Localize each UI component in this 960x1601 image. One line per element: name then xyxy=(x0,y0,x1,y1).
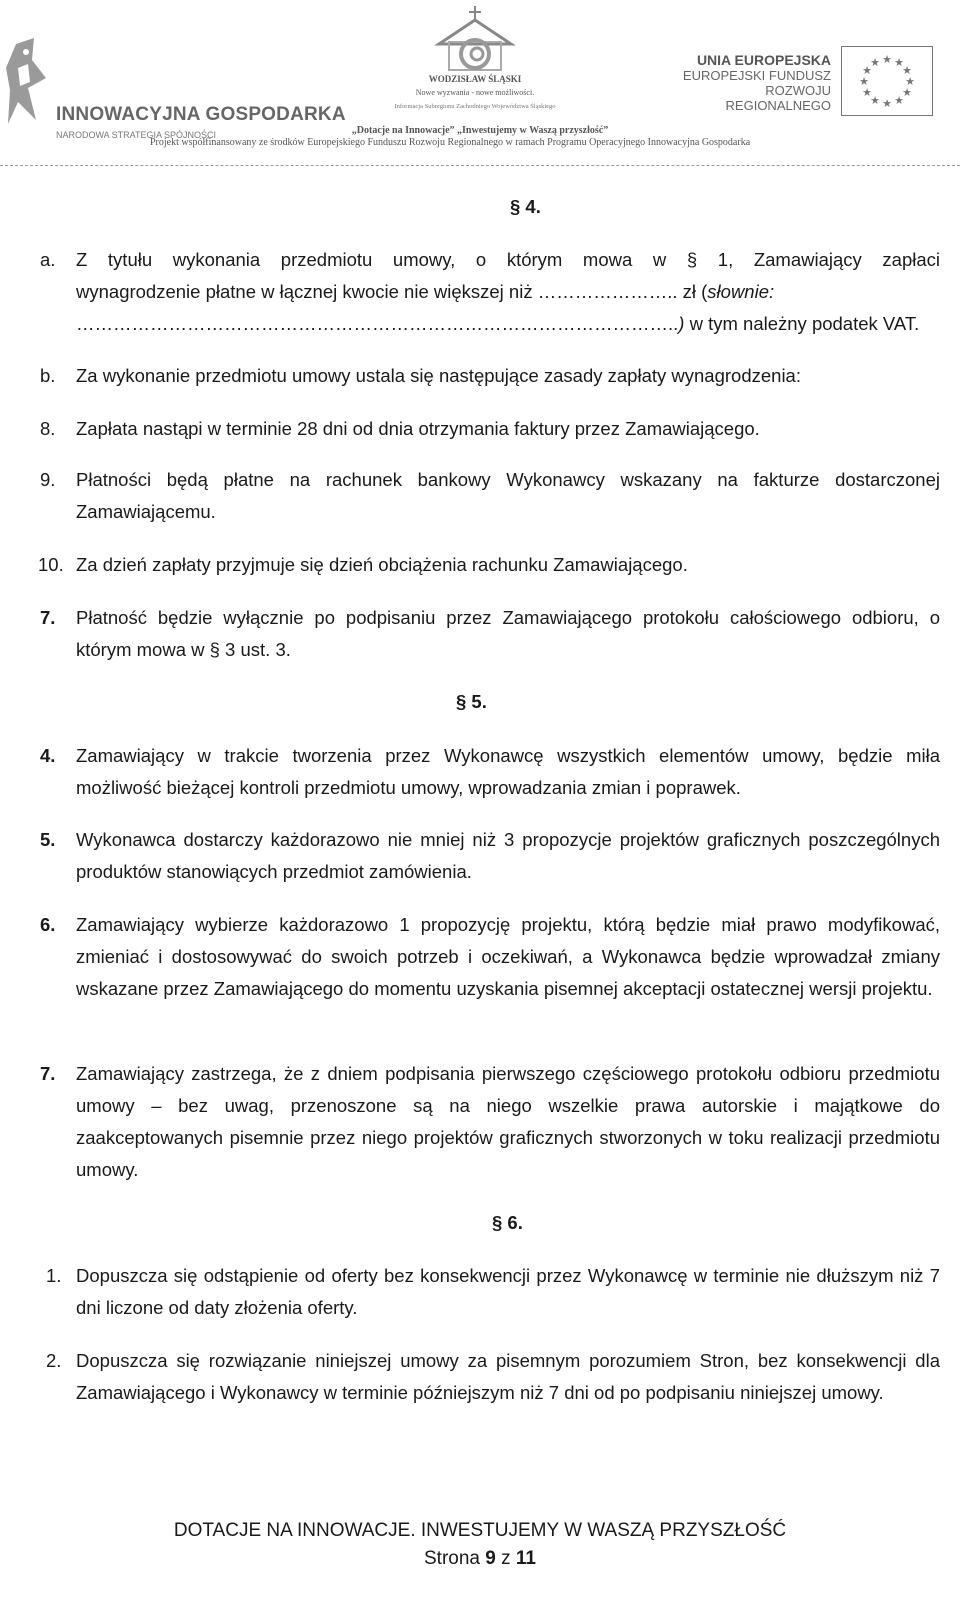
item-a-number: a. xyxy=(40,249,56,270)
ig-emblem-icon xyxy=(6,38,50,128)
svg-text:★: ★ xyxy=(902,64,912,77)
s6-item-2-number: 2. xyxy=(46,1350,62,1371)
eu-text-block xyxy=(676,52,831,113)
svg-text:★: ★ xyxy=(905,75,915,88)
item-a-line-2 xyxy=(76,280,940,304)
s5-item-4-text: Zamawiający w trakcie tworzenia przez Wykonawcę wszystkich elementów umowy, będzie miła możliwość bieżącej kontroli przedmiotu umowy, wprowadzania zmian i poprawek. xyxy=(76,745,940,798)
s6-item-1-text: Dopuszcza się odstąpienie od oferty bez konsekwencji przez Wykonawcę w terminie nie dłuższym niż 7 dni liczone od daty złożenia oferty. xyxy=(76,1265,940,1318)
s5-item-7-text: Zamawiający zastrzega, że z dniem podpisania pierwszego częściowego protokołu odbioru przedmiotu umowy – bez uwag, przenoszone są na niego wszelkie prawa autorskie i majątkowe do zaakceptowanych pisemnie przez niego projektów graficznych stworzonych w toku realizacji przedmiotu umowy. xyxy=(76,1063,940,1180)
svg-text:★: ★ xyxy=(870,94,880,107)
item-9-number: 9. xyxy=(40,469,56,490)
footer-motto: DOTACJE NA INNOWACJE. INWESTUJEMY W WASZĄ PRZYSZŁOŚĆ xyxy=(173,1520,787,1541)
page-number-prefix: Strona xyxy=(424,1548,486,1569)
center-logo-caption: Informacja Subregionu Zachodniego Województwa Śląskiego xyxy=(394,103,556,110)
item-a-paren: ) xyxy=(678,313,685,334)
svg-text:★: ★ xyxy=(882,97,892,110)
s5-item-5-text: Wykonawca dostarczy każdorazowo nie mniej niż 3 propozycje projektów graficznych poszczególnych produktów stanowiących przedmiot zamówienia. xyxy=(76,829,940,882)
svg-text:★: ★ xyxy=(894,56,904,69)
page-number xyxy=(0,1548,960,1570)
s6-item-2-text: Dopuszcza się rozwiązanie niniejszej umowy za pisemnym porozumiem Stron, bez konsekwencji dla Zamawiającego i Wykonawcy w terminie późniejszym niż 7 dni od po podpisaniu niniejszej umowy. xyxy=(76,1350,940,1403)
s5-item-7-number: 7. xyxy=(40,1063,56,1084)
item-8-text: Zapłata nastąpi w terminie 28 dni od dnia otrzymania faktury przez Zamawiającego. xyxy=(76,418,760,439)
section-heading-4: § 4. xyxy=(510,196,541,217)
page-header xyxy=(0,0,960,172)
s6-item-1-number: 1. xyxy=(46,1265,62,1286)
s5-item-5-number: 5. xyxy=(40,829,56,850)
svg-text:★: ★ xyxy=(859,75,869,88)
svg-text:★: ★ xyxy=(862,86,872,99)
item-a-words-label: słownie: xyxy=(707,281,775,302)
s5-item-6-number: 6. xyxy=(40,914,56,935)
wodzislaw-logo xyxy=(385,4,565,134)
svg-text:★: ★ xyxy=(870,56,880,69)
item-9-text: Płatności będą płatne na rachunek bankowy Wykonawcy wskazany na fakturze dostarczonej Zamawiającemu. xyxy=(76,469,940,522)
eu-line-1: UNIA EUROPEJSKA xyxy=(696,52,831,68)
eu-logo xyxy=(676,52,946,122)
center-logo-motto: Nowe wyzwania - nowe możliwości. xyxy=(415,88,535,97)
funding-note: Projekt współfinansowany ze środków Europejskiego Funduszu Rozwoju Regionalnego w ramach Programu Operacyjnego Innowacyjna Gospodarka xyxy=(150,137,751,148)
section-heading-5: § 5. xyxy=(456,691,487,712)
eu-line-2: EUROPEJSKI FUNDUSZ xyxy=(682,68,831,83)
ig-title: INNOWACYJNA GOSPODARKA xyxy=(56,104,346,125)
s5-item-6-text: Zamawiający wybierze każdorazowo 1 propozycję projektu, którą będzie miał prawo modyfikować, zmieniać i dostosowywać do swoich potrzeb i oczekiwań, a Wykonawca będzie wprowadzał zmiany wskazane przez Zamawiającego do momentu uzyskania pisemnej akceptacji ostatecznej wersji projektu. xyxy=(76,914,940,999)
item-10-text: Za dzień zapłaty przyjmuje się dzień obciążenia rachunku Zamawiającego. xyxy=(76,554,688,575)
item-7a-text: Płatność będzie wyłącznie po podpisaniu przez Zamawiającego protokołu całościowego odbioru, o którym mowa w § 3 ust. 3. xyxy=(76,607,940,660)
header-divider xyxy=(0,165,960,166)
svg-text:★: ★ xyxy=(882,53,892,66)
eu-line-3: ROZWOJU REGIONALNEGO xyxy=(725,83,831,113)
item-7a-number: 7. xyxy=(40,607,56,628)
item-a-line-3 xyxy=(76,312,919,336)
eu-flag-icon xyxy=(841,46,933,116)
innowacyjna-gospodarka-logo xyxy=(6,38,346,140)
ig-subtitle: NARODOWA STRATEGIA SPÓJNOŚCI xyxy=(56,130,217,140)
svg-text:★: ★ xyxy=(862,64,872,77)
page-number-separator: z xyxy=(495,1548,516,1569)
item-10-number: 10. xyxy=(38,554,64,575)
item-a-line-1: Z tytułu wykonania przedmiotu umowy, o którym mowa w § 1, Zamawiający zapłaci xyxy=(76,249,940,270)
page-number-current: 9 xyxy=(485,1548,496,1569)
item-b-number: b. xyxy=(40,365,56,386)
svg-text:★: ★ xyxy=(902,86,912,99)
house-at-sign-icon xyxy=(431,4,519,74)
section-heading-6: § 6. xyxy=(492,1212,523,1233)
item-a-vat: w tym należny podatek VAT. xyxy=(684,313,920,334)
item-a-dots: …………………………………………………………………………………….. xyxy=(76,313,679,334)
page-number-total: 11 xyxy=(515,1548,536,1569)
header-slogan: „Dotacje na Innowacje” „Inwestujemy w Waszą przyszłość” xyxy=(351,125,609,136)
center-logo-town: WODZISŁAW ŚLĄSKI xyxy=(428,74,522,84)
svg-text:★: ★ xyxy=(894,94,904,107)
item-a-line-2-text: wynagrodzenie płatne w łącznej kwocie nie większej niż ………………….. zł ( xyxy=(76,281,708,302)
s5-item-4-number: 4. xyxy=(40,745,56,766)
item-b-text: Za wykonanie przedmiotu umowy ustala się następujące zasady zapłaty wynagrodzenia: xyxy=(76,365,801,386)
item-8-number: 8. xyxy=(40,418,56,439)
